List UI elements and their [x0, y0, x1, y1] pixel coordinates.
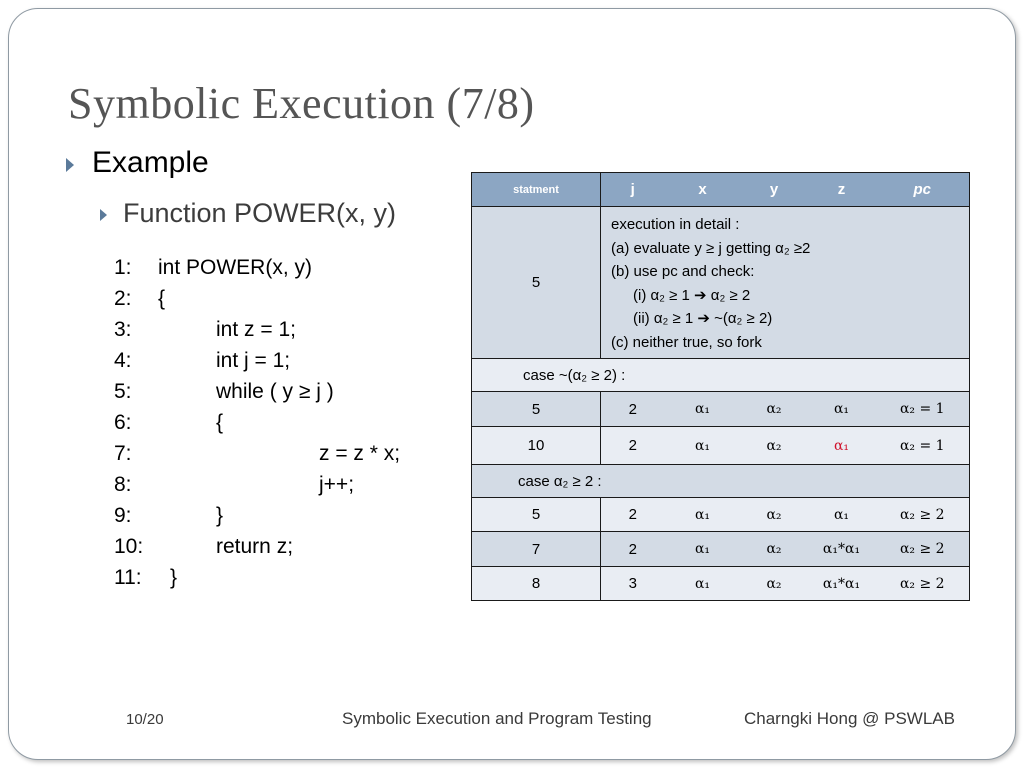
bullet-arrow-icon — [66, 158, 74, 172]
cell-statement: 10 — [472, 427, 601, 465]
cell-z-highlighted: α₁ — [808, 427, 876, 465]
line-number: 6: — [114, 411, 132, 434]
line-number: 2: — [114, 287, 132, 310]
cell-x: α₁ — [665, 392, 741, 427]
cell-statement: 5 — [472, 207, 601, 359]
line-number: 4: — [114, 349, 132, 372]
code-text: int z = 1; — [216, 318, 296, 341]
code-text: int POWER(x, y) — [158, 256, 313, 279]
cell-x: α₁ — [665, 498, 741, 532]
cell-z: α₁ — [808, 392, 876, 427]
header-z: z — [808, 173, 876, 207]
cell-y: α₂ — [741, 427, 808, 465]
bullet-function-power: Function POWER(x, y) — [123, 198, 397, 228]
footer-page-number: 10/20 — [126, 711, 164, 728]
header-y: y — [741, 173, 808, 207]
cell-pc: α₂ ≥ 2 — [876, 532, 970, 567]
line-number: 3: — [114, 318, 132, 341]
symbolic-execution-table — [471, 172, 970, 601]
code-text: return z; — [216, 535, 294, 558]
table-row — [472, 567, 970, 601]
case-label: case ~(α₂ ≥ 2) : — [472, 359, 970, 392]
detail-line: (i) α₂ ≥ 1 ➔ α₂ ≥ 2 — [633, 286, 751, 304]
line-number: 9: — [114, 504, 132, 527]
code-text: { — [158, 287, 166, 310]
case-row — [472, 465, 970, 498]
cell-j: 3 — [601, 567, 665, 601]
cell-y: α₂ — [741, 532, 808, 567]
cell-z: α₁*α₁ — [808, 532, 876, 567]
line-number: 11: — [114, 566, 142, 589]
detail-line: (ii) α₂ ≥ 1 ➔ ~(α₂ ≥ 2) — [633, 310, 773, 327]
cell-pc: α₂ = 1 — [876, 392, 970, 427]
detail-line: (c) neither true, so fork — [611, 333, 762, 351]
line-number: 7: — [114, 442, 132, 465]
table-row — [472, 532, 970, 567]
cell-statement: 7 — [472, 532, 601, 567]
cell-pc: α₂ = 1 — [876, 427, 970, 465]
table-row — [472, 207, 970, 359]
cell-pc: α₂ ≥ 2 — [876, 498, 970, 532]
table-header-row — [472, 173, 970, 207]
cell-y: α₂ — [741, 498, 808, 532]
cell-z: α₁*α₁ — [808, 567, 876, 601]
header-x: x — [665, 173, 741, 207]
case-row — [472, 359, 970, 392]
case-label: case α₂ ≥ 2 : — [472, 465, 970, 498]
line-number: 8: — [114, 473, 132, 496]
cell-j: 2 — [601, 498, 665, 532]
cell-statement: 5 — [472, 498, 601, 532]
cell-j: 2 — [601, 392, 665, 427]
cell-statement: 8 — [472, 567, 601, 601]
cell-z: α₁ — [808, 498, 876, 532]
footer-title: Symbolic Execution and Program Testing — [342, 709, 652, 728]
table-row — [472, 392, 970, 427]
detail-line: execution in detail : — [611, 216, 740, 233]
cell-pc: α₂ ≥ 2 — [876, 567, 970, 601]
header-statment: statment — [472, 173, 601, 207]
code-text: j++; — [319, 473, 355, 496]
table-row — [472, 498, 970, 532]
sub-bullet-arrow-icon — [100, 209, 107, 221]
header-j: j — [601, 173, 665, 207]
code-text: z = z * x; — [319, 442, 401, 465]
table-row — [472, 427, 970, 465]
cell-x: α₁ — [665, 532, 741, 567]
code-text: { — [216, 411, 224, 434]
code-text: while ( y ≥ j ) — [216, 380, 334, 403]
detail-line: (a) evaluate y ≥ j getting α₂ ≥2 — [611, 239, 811, 257]
execution-detail-cell — [601, 207, 970, 359]
footer-author: Charngki Hong @ PSWLAB — [744, 709, 955, 728]
code-text: } — [170, 566, 178, 589]
slide-title: Symbolic Execution (7/8) — [68, 79, 535, 128]
cell-y: α₂ — [741, 567, 808, 601]
cell-y: α₂ — [741, 392, 808, 427]
detail-line: (b) use pc and check: — [611, 263, 755, 280]
bullet-example: Example — [92, 146, 209, 179]
header-pc: pc — [876, 173, 970, 207]
line-number: 5: — [114, 380, 132, 403]
cell-j: 2 — [601, 532, 665, 567]
line-number: 1: — [114, 256, 132, 279]
line-number: 10: — [114, 535, 144, 558]
cell-statement: 5 — [472, 392, 601, 427]
code-text: int j = 1; — [216, 349, 291, 372]
cell-j: 2 — [601, 427, 665, 465]
cell-x: α₁ — [665, 567, 741, 601]
cell-x: α₁ — [665, 427, 741, 465]
code-text: } — [216, 504, 224, 527]
